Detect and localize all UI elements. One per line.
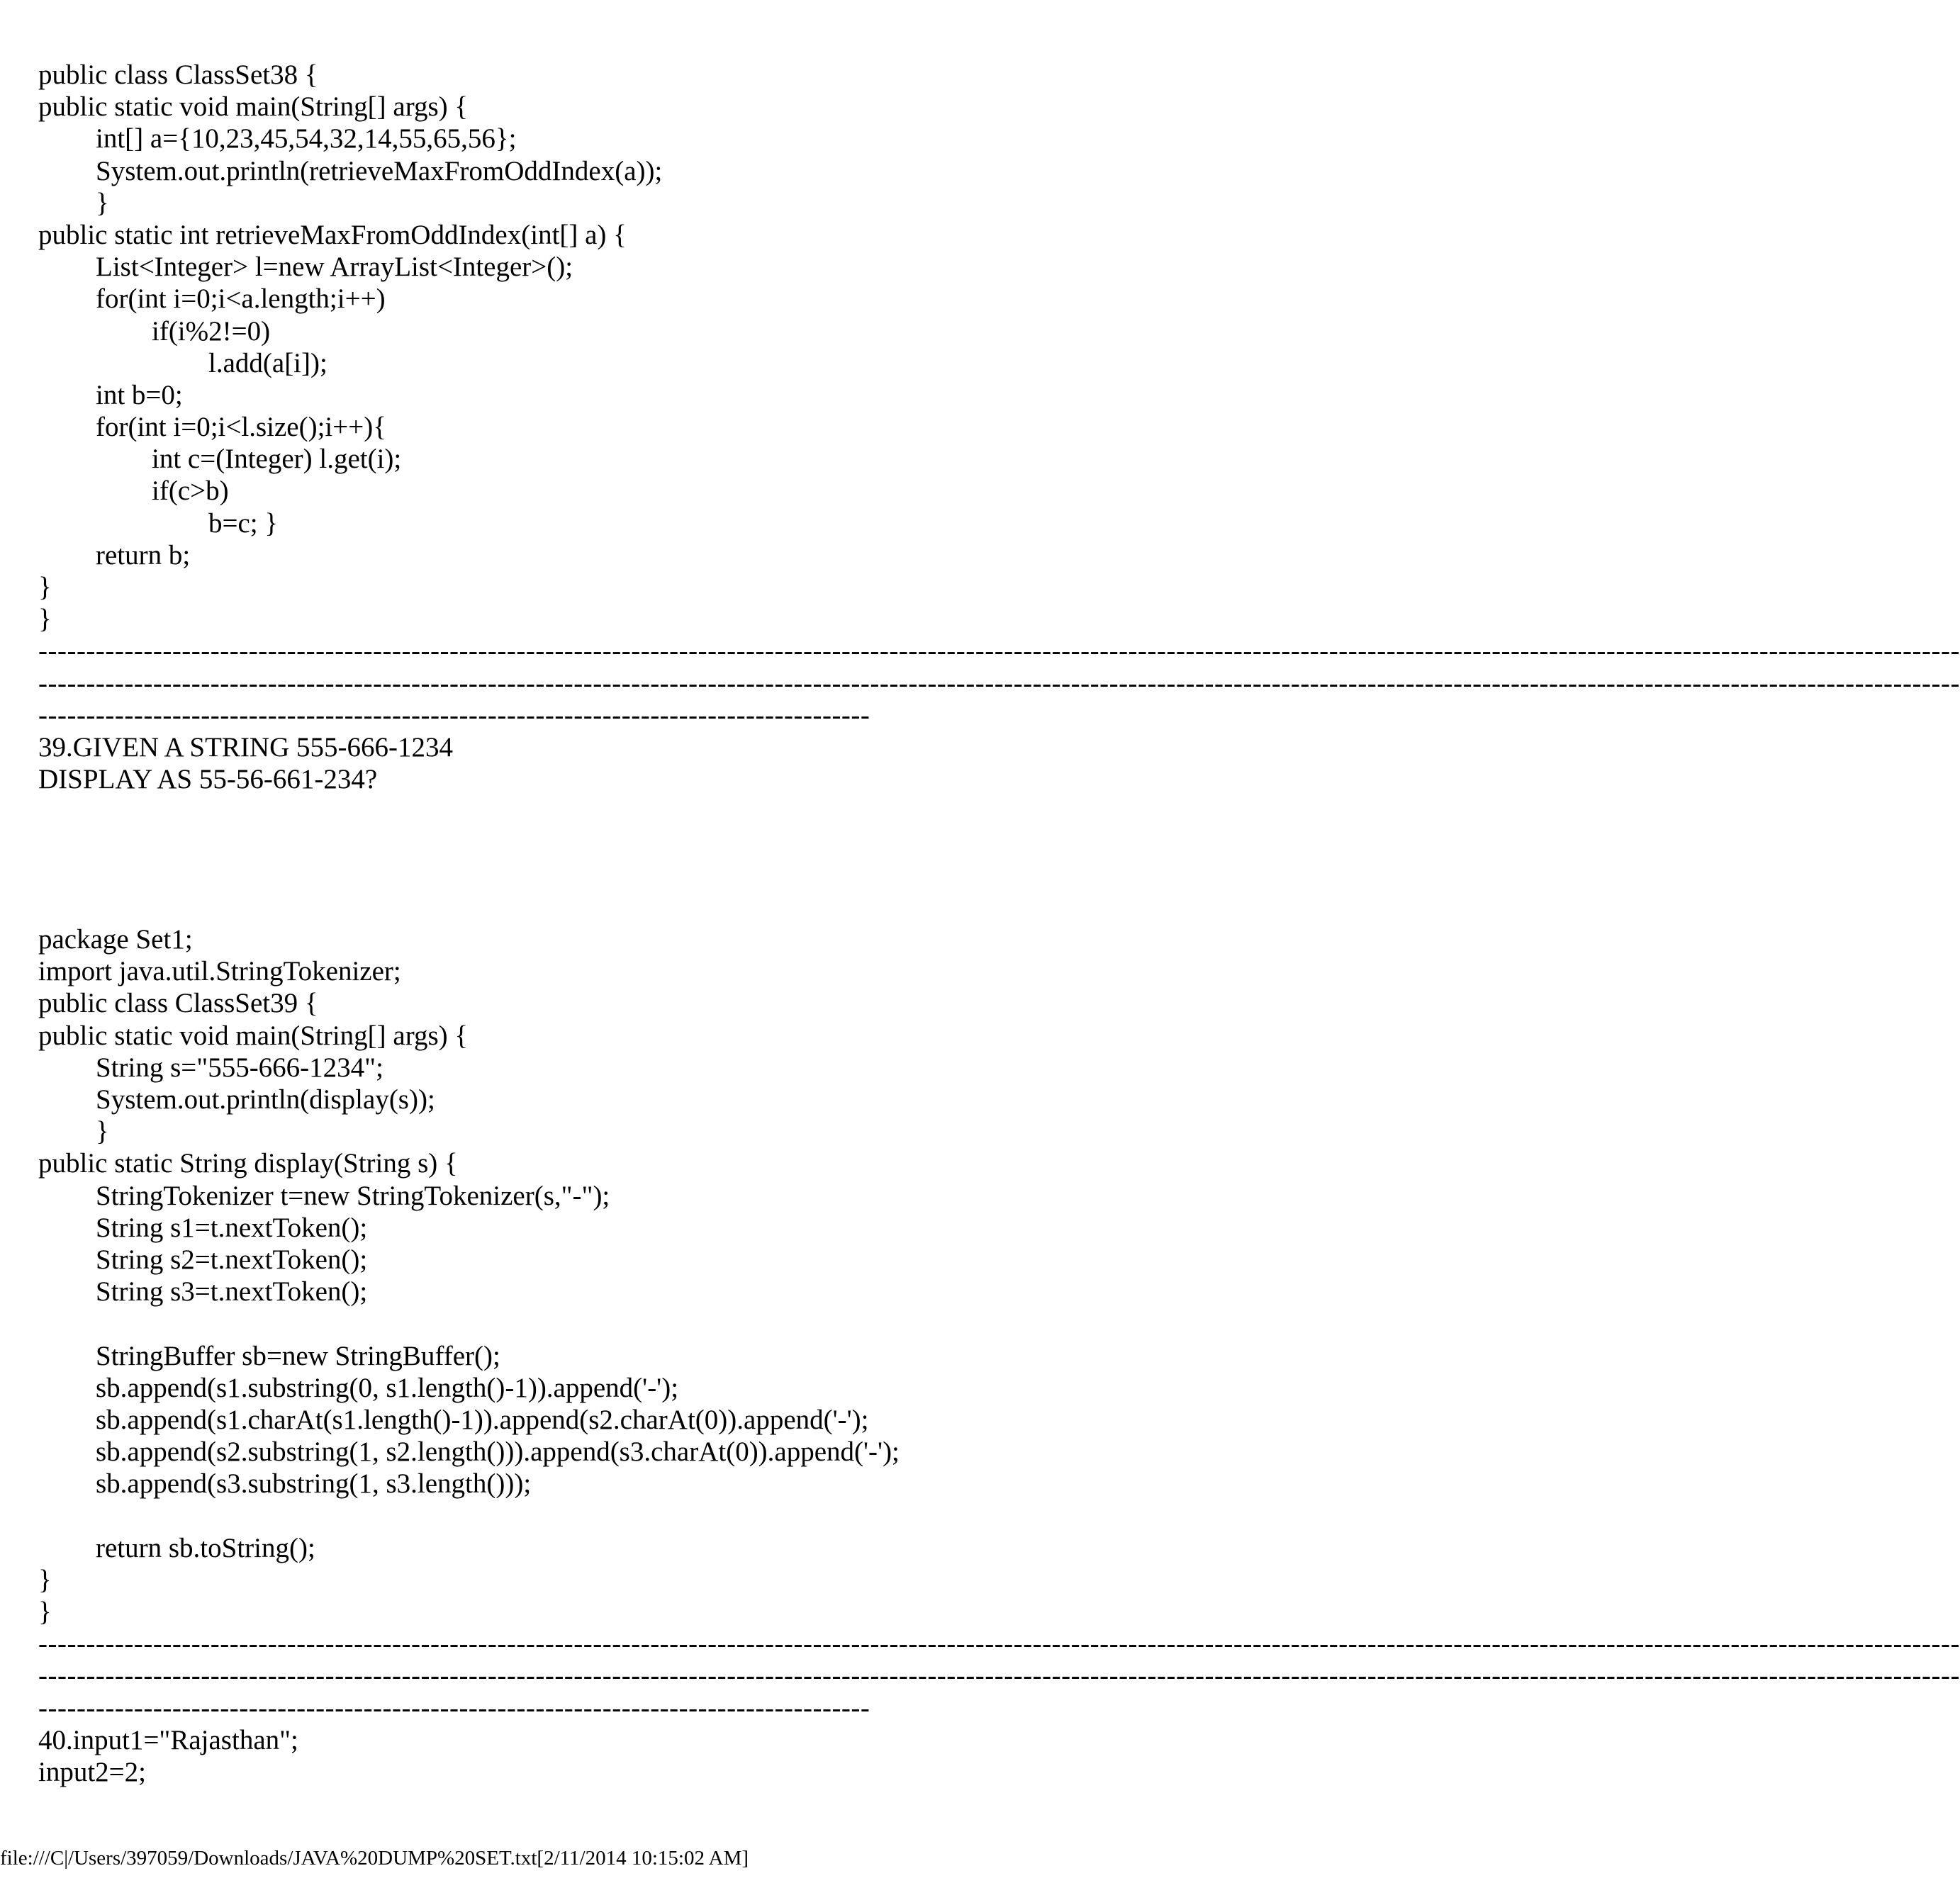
code-line: for(int i=0;i<l.size();i++){ — [96, 412, 386, 443]
code-line: String s1=t.nextToken(); — [96, 1212, 368, 1243]
question-39-line-1: 39.GIVEN A STRING 555-666-1234 — [38, 731, 453, 763]
code-line: String s2=t.nextToken(); — [96, 1244, 368, 1275]
separator-line-short: --------------------------------------------------------------------------------------- — [38, 1692, 870, 1724]
code-line: StringTokenizer t=new StringTokenizer(s,"-"); — [96, 1180, 610, 1211]
code-line: sb.append(s2.substring(1, s2.length())).append(s3.charAt(0)).append('-'); — [96, 1436, 900, 1468]
code-line: l.add(a[i]); — [208, 347, 327, 378]
code-line: b=c; } — [208, 507, 279, 539]
code-line: public static void main(String[] args) { — [38, 91, 469, 123]
code-line: public class ClassSet38 { — [38, 60, 318, 90]
code-line: } — [96, 187, 109, 218]
code-line: import java.util.StringTokenizer; — [38, 956, 401, 987]
blank-line — [38, 892, 1428, 923]
code-block-classset39 — [38, 923, 1428, 1628]
code-line: } — [96, 1116, 109, 1147]
document-page — [38, 59, 1960, 1788]
code-line: public static void main(String[] args) { — [38, 1020, 469, 1051]
code-line: return sb.toString(); — [96, 1532, 315, 1563]
code-block-classset38 — [38, 59, 1428, 635]
code-line: System.out.println(retrieveMaxFromOddIndex(a)); — [96, 155, 663, 186]
question-39-line-2: DISPLAY AS 55-56-661-234? — [38, 764, 378, 795]
separator-line-short: --------------------------------------------------------------------------------------- — [38, 699, 870, 731]
separator-line: --------------------------------------------------------------------------------------------------------------------------------------------------------------------------------------------------------- — [38, 636, 1960, 667]
code-line: sb.append(s1.charAt(s1.length()-1)).append(s2.charAt(0)).append('-'); — [96, 1404, 869, 1435]
code-line: String s="555-666-1234"; — [96, 1052, 383, 1083]
code-line: List<Integer> l=new ArrayList<Integer>(); — [96, 252, 573, 283]
file-path-footer: file:///C|/Users/397059/Downloads/JAVA%20DUMP%20SET.txt[2/11/2014 10:15:02 AM] — [0, 1847, 749, 1869]
code-line: int[] a={10,23,45,54,32,14,55,65,56}; — [96, 123, 517, 154]
code-line: } — [38, 572, 52, 602]
separator-line: --------------------------------------------------------------------------------------------------------------------------------------------------------------------------------------------------------- — [38, 1629, 1960, 1660]
code-line: } — [38, 604, 52, 635]
blank-line — [38, 1500, 1428, 1531]
code-line: System.out.println(display(s)); — [96, 1084, 435, 1115]
blank-line — [38, 860, 1428, 892]
blank-line — [38, 1308, 1428, 1339]
code-line: public static int retrieveMaxFromOddIndex(int[] a) { — [38, 219, 627, 250]
blank-line — [38, 828, 1428, 860]
code-line: int b=0; — [96, 379, 183, 410]
code-line: } — [38, 1564, 52, 1595]
code-line: public static String display(String s) { — [38, 1148, 458, 1179]
code-line: StringBuffer sb=new StringBuffer(); — [96, 1340, 500, 1371]
code-line: public class ClassSet39 { — [38, 988, 318, 1019]
blank-line — [38, 795, 1428, 827]
code-line: if(c>b) — [152, 476, 229, 507]
code-line: String s3=t.nextToken(); — [96, 1276, 368, 1308]
code-line: sb.append(s1.substring(0, s1.length()-1)).append('-'); — [96, 1372, 679, 1403]
code-line: for(int i=0;i<a.length;i++) — [96, 283, 386, 315]
question-40-line-1: 40.input1="Rajasthan"; — [38, 1724, 298, 1755]
separator-line: --------------------------------------------------------------------------------------------------------------------------------------------------------------------------------------------------------- — [38, 668, 1960, 699]
code-line: return b; — [96, 539, 191, 570]
question-40-line-2: input2=2; — [38, 1756, 147, 1787]
code-line: sb.append(s3.substring(1, s3.length())); — [96, 1468, 532, 1500]
code-line: package Set1; — [38, 924, 193, 955]
code-line: if(i%2!=0) — [152, 315, 271, 347]
separator-line: --------------------------------------------------------------------------------------------------------------------------------------------------------------------------------------------------------- — [38, 1660, 1960, 1692]
code-line: int c=(Integer) l.get(i); — [152, 444, 402, 475]
code-line: } — [38, 1597, 52, 1627]
